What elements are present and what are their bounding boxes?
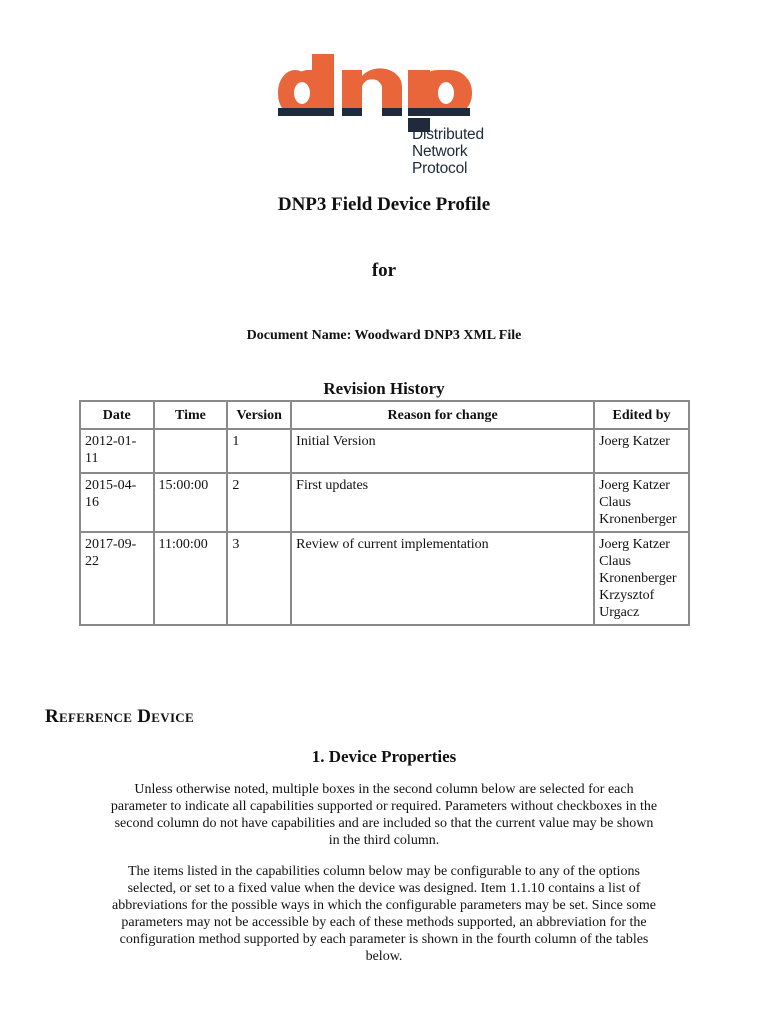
cell-date-line: 16: [85, 495, 99, 510]
paragraph-line: The items listed in the capabilities column below may be configurable to any of the options: [127, 864, 641, 879]
paragraph-line: second column do not have capabilities and are included so that the current value may be shown: [114, 816, 654, 831]
dnp-logo: [276, 52, 506, 184]
cell-date: [80, 473, 154, 532]
paragraph-line: selected, or set to a fixed value when the device was designed. Item 1.1.10 contains a list of: [127, 881, 641, 896]
for-line: for: [371, 260, 397, 281]
section-heading: Reference Device: [45, 706, 194, 727]
cell-time: 15:00:00: [154, 473, 228, 532]
header-edited-by: Edited by: [594, 401, 689, 429]
cell-version: 1: [227, 429, 291, 473]
paragraph-line: parameter to indicate all capabilities supported or required. Parameters without checkboxes in the: [110, 799, 658, 814]
document-name: Document Name: Woodward DNP3 XML File: [246, 328, 522, 343]
revision-history-title: Revision History: [323, 379, 445, 398]
paragraph: [78, 863, 690, 965]
editor-name: Krzysztof: [599, 588, 655, 603]
paragraph-line: abbreviations for the possible ways in which the configurable parameters may be set. Since some: [112, 898, 656, 913]
cell-date: [80, 429, 154, 473]
cell-time: 11:00:00: [154, 532, 228, 625]
paragraph-line: Unless otherwise noted, multiple boxes in the second column below are selected for each: [134, 782, 634, 797]
paragraph: [78, 781, 690, 849]
cell-reason: Initial Version: [291, 429, 594, 473]
table-row: [80, 473, 689, 532]
paragraph-line: configuration method supported by each parameter is shown in the fourth column of the tables: [119, 932, 649, 947]
paragraph-line: below.: [365, 949, 403, 964]
document-title: DNP3 Field Device Profile: [277, 194, 491, 215]
logo-caption: [412, 126, 484, 177]
cell-date: [80, 532, 154, 625]
paragraph-line: parameters may not be accessible by each of these methods supported, an abbreviation for the: [121, 915, 647, 930]
paragraph-line: in the third column.: [328, 833, 440, 848]
cell-date-line: 2017-09-: [85, 537, 137, 552]
header-date: Date: [80, 401, 154, 429]
revision-history-table: [79, 400, 690, 626]
cell-date-line: 22: [85, 554, 99, 569]
cell-edited-by: [594, 532, 689, 625]
header-reason: Reason for change: [291, 401, 594, 429]
header-version: Version: [227, 401, 291, 429]
editor-name: Joerg Katzer: [599, 478, 670, 493]
table-row: [80, 532, 689, 625]
editor-name: Kronenberger: [599, 512, 677, 527]
cell-reason: Review of current implementation: [291, 532, 594, 625]
table-header-row: [80, 401, 689, 429]
editor-name: Joerg Katzer: [599, 434, 670, 449]
editor-name: Claus: [599, 495, 631, 510]
subsection-heading: 1. Device Properties: [311, 747, 457, 766]
table-row: [80, 429, 689, 473]
header-time: Time: [154, 401, 228, 429]
cell-edited-by: [594, 473, 689, 532]
cell-date-line: 11: [85, 451, 99, 466]
logo-caption-line: Protocol: [412, 160, 468, 177]
cell-date-line: 2015-04-: [85, 478, 137, 493]
cell-edited-by: [594, 429, 689, 473]
editor-name: Claus: [599, 554, 631, 569]
cell-time: [154, 429, 228, 473]
cell-version: 3: [227, 532, 291, 625]
editor-name: Urgacz: [599, 605, 640, 620]
logo-caption-line: Distributed: [412, 126, 484, 143]
cell-date-line: 2012-01-: [85, 434, 137, 449]
cell-reason: First updates: [291, 473, 594, 532]
cell-version: 2: [227, 473, 291, 532]
logo-caption-line: Network: [412, 143, 468, 160]
editor-name: Joerg Katzer: [599, 537, 670, 552]
editor-name: Kronenberger: [599, 571, 677, 586]
